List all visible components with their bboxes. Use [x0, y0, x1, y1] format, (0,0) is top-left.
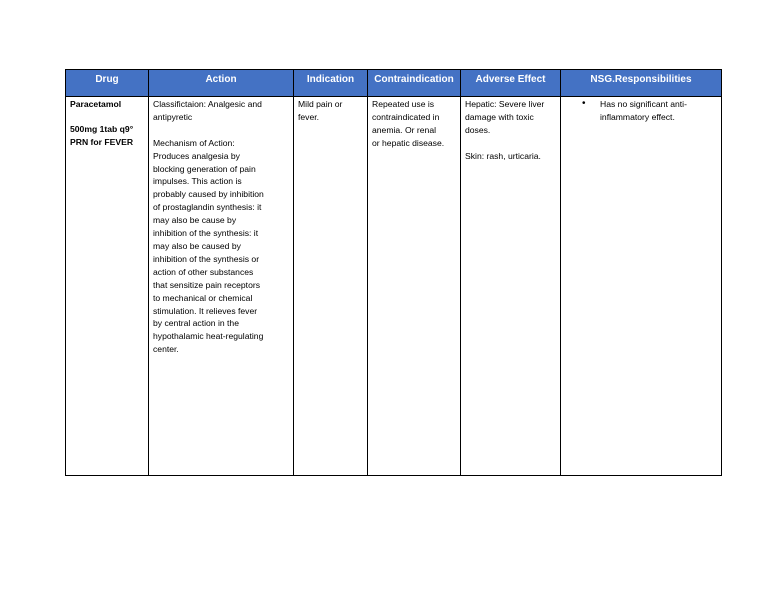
drug-name: Paracetamol	[70, 99, 122, 109]
header-action: Action	[149, 70, 294, 97]
nsg-item-text: Has no significant anti- inflammatory effect.	[600, 99, 687, 122]
adverse-effect-cell	[461, 97, 561, 476]
nsg-list	[561, 97, 721, 124]
contraindication-text: Repeated use is contraindicated in anemia. Or renal or hepatic disease.	[372, 99, 445, 148]
header-contraindication: Contraindication	[368, 70, 461, 97]
list-item	[561, 98, 717, 124]
header-nsg-responsibilities: NSG.Responsibilities	[561, 70, 722, 97]
table-row	[66, 97, 722, 476]
nsg-responsibilities-cell	[561, 97, 722, 476]
indication-cell	[294, 97, 368, 476]
action-cell	[149, 97, 294, 476]
bullet-icon: •	[582, 98, 586, 109]
drug-dose: 500mg 1tab q9° PRN for FEVER	[70, 123, 134, 147]
header-row	[66, 70, 722, 97]
header-drug: Drug	[66, 70, 149, 97]
drug-study-table	[65, 69, 722, 476]
adverse-effect-text: Hepatic: Severe liver damage with toxic doses. Skin: rash, urticaria.	[465, 99, 545, 161]
action-text: Classifictaion: Analgesic and antipyretic Mechanism of Action: Produces analgesia by blocking generation of pain impulses. This action is probably caused by inhibition of prostaglandin synthesis: it may also be cause by inhibition of the synthesis: it may also be caused by inhibition of the synthesis or action of other substances that sensitize pain receptors to mechanical or chemical stimulation. It relieves fever by central action in the hypothalamic heat-regulating center.	[153, 99, 264, 355]
drug-cell	[66, 97, 149, 476]
header-indication: Indication	[294, 70, 368, 97]
contraindication-cell	[368, 97, 461, 476]
indication-text: Mild pain or fever.	[298, 99, 343, 122]
header-adverse-effect: Adverse Effect	[461, 70, 561, 97]
